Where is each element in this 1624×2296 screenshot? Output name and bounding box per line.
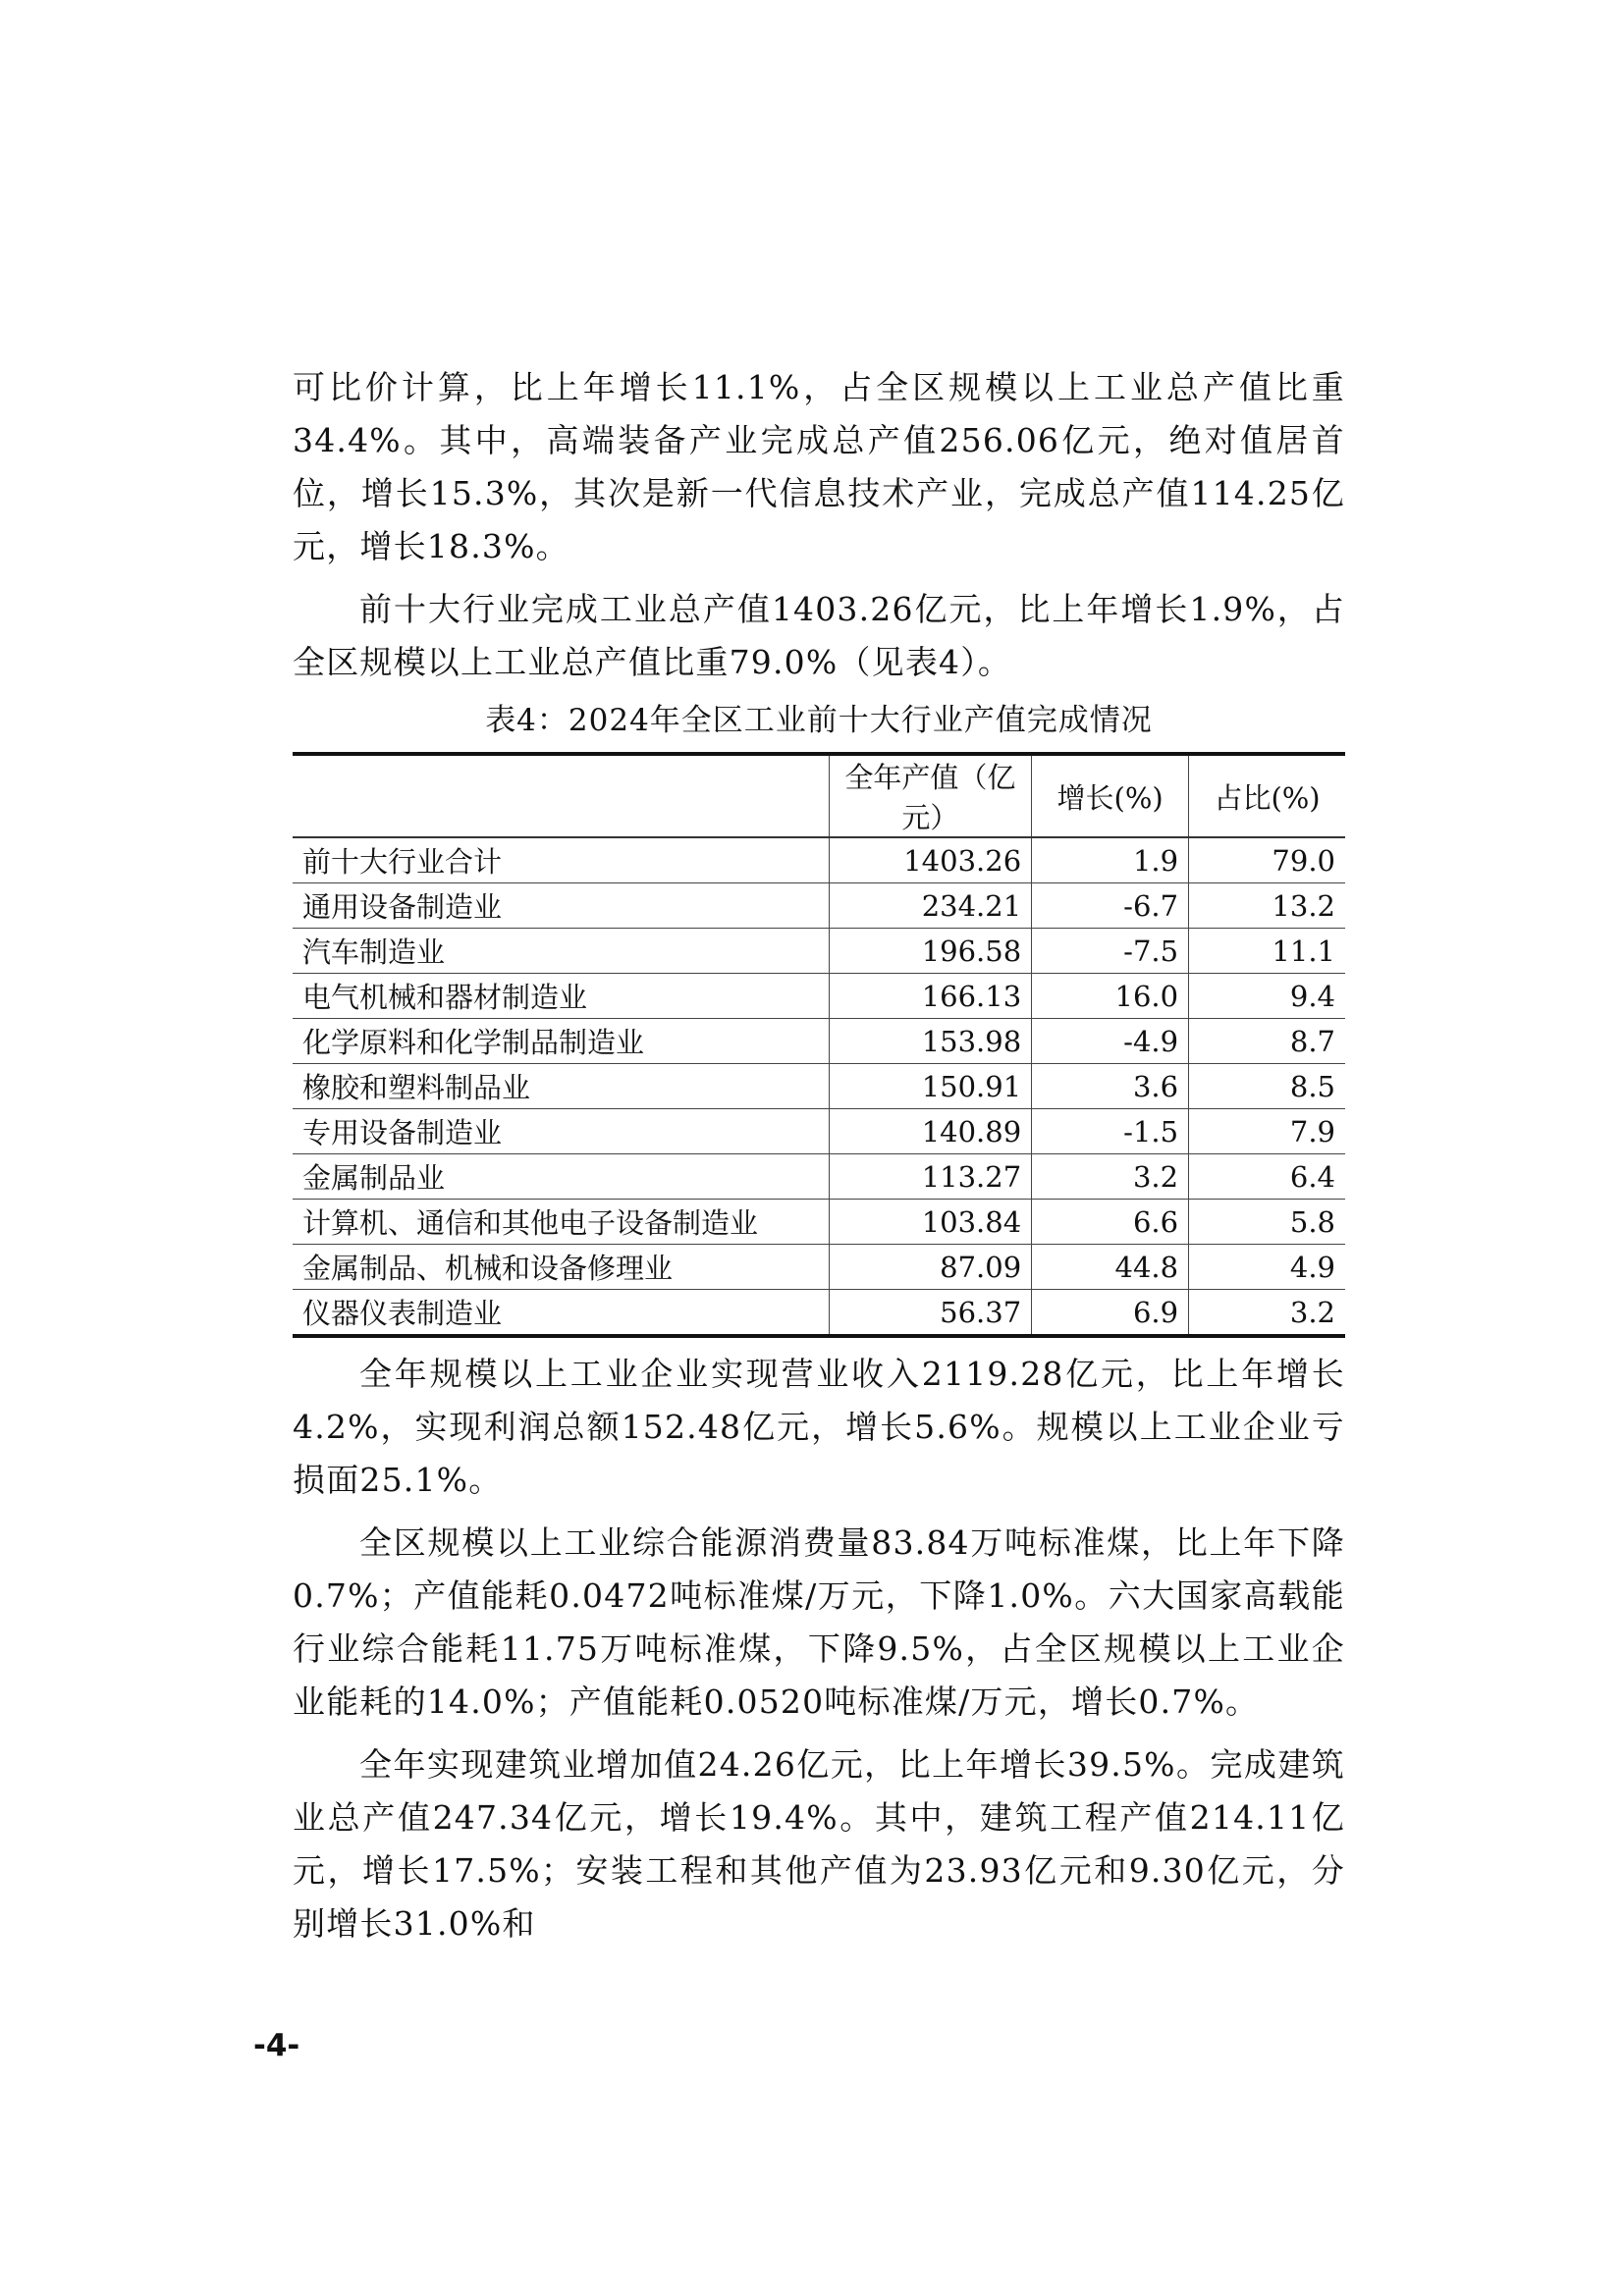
growth-value: 16.0 xyxy=(1032,974,1189,1019)
share-value: 7.9 xyxy=(1189,1109,1345,1154)
industry-name: 仪器仪表制造业 xyxy=(293,1290,829,1337)
industry-name: 汽车制造业 xyxy=(293,929,829,974)
industry-name: 前十大行业合计 xyxy=(293,837,829,883)
output-value: 153.98 xyxy=(829,1019,1032,1064)
industry-name: 电气机械和器材制造业 xyxy=(293,974,829,1019)
output-value: 234.21 xyxy=(829,883,1032,929)
output-value: 87.09 xyxy=(829,1245,1032,1290)
paragraph-revenue-profit: 全年规模以上工业企业实现营业收入2119.28亿元，比上年增长4.2%，实现利润总额152.48亿元，增长5.6%。规模以上工业企业亏损面25.1%。 xyxy=(293,1355,1345,1499)
growth-value: 44.8 xyxy=(1032,1245,1189,1290)
table-row xyxy=(293,1290,1345,1337)
growth-value: 3.2 xyxy=(1032,1154,1189,1200)
page-number: -4- xyxy=(253,2028,300,2063)
table-caption: 表4：2024年全区工业前十大行业产值完成情况 xyxy=(485,703,1153,738)
share-value: 4.9 xyxy=(1189,1245,1345,1290)
table-row xyxy=(293,1154,1345,1200)
header-annual-output: 全年产值（亿元） xyxy=(829,754,1032,837)
output-value: 140.89 xyxy=(829,1109,1032,1154)
industry-name: 专用设备制造业 xyxy=(293,1109,829,1154)
paragraph-construction: 全年实现建筑业增加值24.26亿元，比上年增长39.5%。完成建筑业总产值247.34亿元，增长19.4%。其中，建筑工程产值214.11亿元，增长17.5%；安装工程和其他产值为23.93亿元和9.30亿元，分别增长31.0%和 xyxy=(293,1745,1345,1943)
output-value: 103.84 xyxy=(829,1200,1032,1245)
table-row xyxy=(293,1245,1345,1290)
table-header-row xyxy=(293,754,1345,837)
header-industry xyxy=(293,754,829,837)
share-value: 5.8 xyxy=(1189,1200,1345,1245)
table-row-total xyxy=(293,837,1345,883)
header-growth: 增长(%) xyxy=(1032,754,1189,837)
paragraph-continuation: 可比价计算，比上年增长11.1%，占全区规模以上工业总产值比重34.4%。其中，高端装备产业完成总产值256.06亿元，绝对值居首位，增长15.3%，其次是新一代信息技术产业，完成总产值114.25亿元，增长18.3%。 xyxy=(293,368,1345,565)
industry-name: 金属制品业 xyxy=(293,1154,829,1200)
industry-name: 化学原料和化学制品制造业 xyxy=(293,1019,829,1064)
industry-name: 计算机、通信和其他电子设备制造业 xyxy=(293,1200,829,1245)
growth-value: -7.5 xyxy=(1032,929,1189,974)
output-value: 113.27 xyxy=(829,1154,1032,1200)
growth-value: 6.9 xyxy=(1032,1290,1189,1337)
growth-value: 6.6 xyxy=(1032,1200,1189,1245)
paragraph-energy-consumption: 全区规模以上工业综合能源消费量83.84万吨标准煤，比上年下降0.7%；产值能耗0.0472吨标准煤/万元，下降1.0%。六大国家高载能行业综合能耗11.75万吨标准煤，下降9.5%，占全区规模以上工业企业能耗的14.0%；产值能耗0.0520吨标准煤/万元，增长0.7%。 xyxy=(293,1523,1346,1721)
output-value: 166.13 xyxy=(829,974,1032,1019)
table-row xyxy=(293,929,1345,974)
table-row xyxy=(293,1109,1345,1154)
table-row xyxy=(293,1200,1345,1245)
output-value: 196.58 xyxy=(829,929,1032,974)
output-value: 56.37 xyxy=(829,1290,1032,1337)
growth-value: -4.9 xyxy=(1032,1019,1189,1064)
header-share: 占比(%) xyxy=(1189,754,1345,837)
industry-name: 橡胶和塑料制品业 xyxy=(293,1064,829,1109)
share-value: 13.2 xyxy=(1189,883,1345,929)
growth-value: -6.7 xyxy=(1032,883,1189,929)
industry-name: 金属制品、机械和设备修理业 xyxy=(293,1245,829,1290)
growth-value: 3.6 xyxy=(1032,1064,1189,1109)
share-value: 8.7 xyxy=(1189,1019,1345,1064)
output-value: 1403.26 xyxy=(829,837,1032,883)
growth-value: -1.5 xyxy=(1032,1109,1189,1154)
industry-output-table xyxy=(293,752,1345,1338)
output-value: 150.91 xyxy=(829,1064,1032,1109)
growth-value: 1.9 xyxy=(1032,837,1189,883)
table-row xyxy=(293,974,1345,1019)
industry-name: 通用设备制造业 xyxy=(293,883,829,929)
table-row xyxy=(293,883,1345,929)
table-row xyxy=(293,1019,1345,1064)
share-value: 11.1 xyxy=(1189,929,1345,974)
table-row xyxy=(293,1064,1345,1109)
page-content xyxy=(293,361,1345,1950)
share-value: 3.2 xyxy=(1189,1290,1345,1337)
paragraph-top-ten-industries: 前十大行业完成工业总产值1403.26亿元，比上年增长1.9%，占全区规模以上工业总产值比重79.0%（见表4）。 xyxy=(293,590,1345,681)
share-value: 6.4 xyxy=(1189,1154,1345,1200)
share-value: 79.0 xyxy=(1189,837,1345,883)
share-value: 8.5 xyxy=(1189,1064,1345,1109)
share-value: 9.4 xyxy=(1189,974,1345,1019)
